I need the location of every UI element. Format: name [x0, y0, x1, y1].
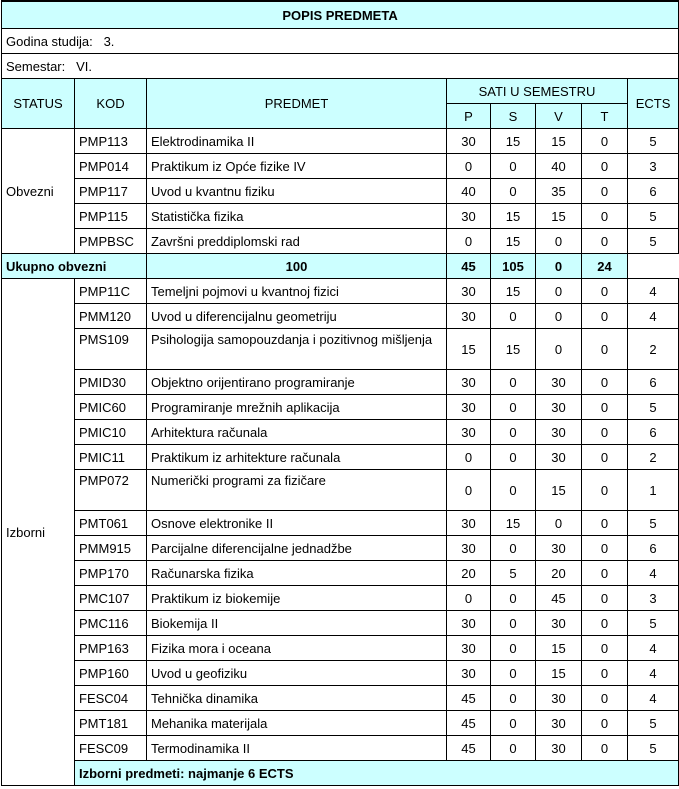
hours-v: 30 [536, 711, 582, 736]
hours-s: 15 [491, 229, 536, 254]
table-row [2, 711, 679, 736]
hours-v: 15 [536, 129, 582, 154]
hours-p: 0 [447, 229, 491, 254]
hours-ects: 5 [628, 129, 679, 154]
course-code: PMC107 [75, 586, 147, 611]
hours-p: 30 [447, 611, 491, 636]
table-row [2, 229, 679, 254]
header-status: STATUS [2, 79, 75, 129]
hours-v: 30 [536, 536, 582, 561]
hours-p: 30 [447, 129, 491, 154]
course-name: Parcijalne diferencijalne jednadžbe [147, 536, 447, 561]
hours-s: 0 [491, 736, 536, 761]
hours-t: 0 [582, 154, 628, 179]
year-value: 3. [103, 33, 115, 49]
course-name: Praktikum iz arhitekture računala [147, 445, 447, 470]
hours-ects: 4 [628, 279, 679, 304]
course-code: PMP072 [75, 470, 147, 511]
footer-note: Izborni predmeti: najmanje 6 ECTS [75, 761, 679, 786]
year-label: Godina studija: [6, 33, 93, 49]
hours-s: 0 [491, 154, 536, 179]
table-row [2, 304, 679, 329]
hours-ects: 5 [628, 711, 679, 736]
table-row [2, 445, 679, 470]
hours-p: 45 [447, 736, 491, 761]
course-name: Osnove elektronike II [147, 511, 447, 536]
hours-ects: 1 [628, 470, 679, 511]
sum-s: 45 [447, 254, 491, 279]
header-t: T [582, 104, 628, 129]
hours-t: 0 [582, 420, 628, 445]
hours-s: 0 [491, 445, 536, 470]
hours-v: 30 [536, 370, 582, 395]
hours-p: 30 [447, 636, 491, 661]
sum-label: Ukupno obvezni [2, 254, 147, 279]
hours-ects: 4 [628, 636, 679, 661]
hours-ects: 5 [628, 395, 679, 420]
course-code: PMP11C [75, 279, 147, 304]
hours-p: 15 [447, 329, 491, 370]
hours-v: 0 [536, 329, 582, 370]
course-name: Završni preddiplomski rad [147, 229, 447, 254]
hours-t: 0 [582, 279, 628, 304]
table-row [2, 561, 679, 586]
course-code: PMIC11 [75, 445, 147, 470]
course-name: Statistička fizika [147, 204, 447, 229]
course-name: Elektrodinamika II [147, 129, 447, 154]
hours-s: 15 [491, 511, 536, 536]
hours-s: 5 [491, 561, 536, 586]
course-code: PMPBSC [75, 229, 147, 254]
hours-ects: 2 [628, 445, 679, 470]
hours-v: 40 [536, 154, 582, 179]
semester-row [2, 54, 679, 79]
hours-v: 0 [536, 229, 582, 254]
hours-t: 0 [582, 711, 628, 736]
hours-p: 20 [447, 561, 491, 586]
hours-s: 15 [491, 204, 536, 229]
hours-t: 0 [582, 511, 628, 536]
hours-p: 30 [447, 661, 491, 686]
table-row [2, 129, 679, 154]
hours-s: 0 [491, 370, 536, 395]
hours-p: 0 [447, 154, 491, 179]
hours-v: 0 [536, 304, 582, 329]
semester-value: VI. [76, 58, 92, 74]
hours-s: 0 [491, 711, 536, 736]
table-row [2, 370, 679, 395]
table-row [2, 661, 679, 686]
hours-s: 0 [491, 686, 536, 711]
course-name: Praktikum iz biokemije [147, 586, 447, 611]
table-row [2, 686, 679, 711]
table-row [2, 586, 679, 611]
hours-t: 0 [582, 736, 628, 761]
hours-p: 30 [447, 395, 491, 420]
hours-v: 15 [536, 470, 582, 511]
hours-ects: 5 [628, 229, 679, 254]
header-predmet: PREDMET [147, 79, 447, 129]
course-name: Psihologija samopouzdanja i pozitivnog mišljenja [147, 329, 447, 370]
hours-ects: 3 [628, 586, 679, 611]
course-name: Računarska fizika [147, 561, 447, 586]
status-izborni: Izborni [2, 279, 75, 786]
hours-p: 0 [447, 470, 491, 511]
header-s: S [491, 104, 536, 129]
hours-s: 0 [491, 586, 536, 611]
course-name: Biokemija II [147, 611, 447, 636]
course-code: PMID30 [75, 370, 147, 395]
hours-ects: 4 [628, 304, 679, 329]
hours-s: 0 [491, 661, 536, 686]
hours-ects: 5 [628, 204, 679, 229]
hours-v: 0 [536, 511, 582, 536]
table-row [2, 736, 679, 761]
semester-label: Semestar: [6, 58, 66, 74]
hours-ects: 6 [628, 179, 679, 204]
table-row [2, 470, 679, 511]
hours-p: 30 [447, 304, 491, 329]
course-name: Temeljni pojmovi u kvantnoj fizici [147, 279, 447, 304]
table-row [2, 536, 679, 561]
sum-ects: 24 [582, 254, 628, 279]
hours-v: 45 [536, 586, 582, 611]
table-row [2, 179, 679, 204]
hours-s: 15 [491, 129, 536, 154]
hours-p: 0 [447, 586, 491, 611]
header-v: V [536, 104, 582, 129]
hours-v: 30 [536, 395, 582, 420]
hours-t: 0 [582, 304, 628, 329]
sum-v: 105 [491, 254, 536, 279]
year-row [2, 29, 679, 54]
table-row [2, 636, 679, 661]
hours-s: 0 [491, 636, 536, 661]
hours-ects: 4 [628, 561, 679, 586]
course-code: PMM915 [75, 536, 147, 561]
hours-ects: 6 [628, 420, 679, 445]
hours-s: 0 [491, 470, 536, 511]
course-name: Termodinamika II [147, 736, 447, 761]
sum-row [2, 254, 679, 279]
course-code: PMT061 [75, 511, 147, 536]
hours-ects: 6 [628, 370, 679, 395]
hours-v: 30 [536, 445, 582, 470]
hours-s: 0 [491, 395, 536, 420]
course-code: PMIC60 [75, 395, 147, 420]
course-name: Praktikum iz Opće fizike IV [147, 154, 447, 179]
course-code: PMP117 [75, 179, 147, 204]
hours-s: 0 [491, 611, 536, 636]
hours-v: 15 [536, 661, 582, 686]
course-code: PMIC10 [75, 420, 147, 445]
hours-v: 30 [536, 686, 582, 711]
course-code: PMP014 [75, 154, 147, 179]
course-code: PMP113 [75, 129, 147, 154]
course-name: Fizika mora i oceana [147, 636, 447, 661]
hours-ects: 6 [628, 536, 679, 561]
hours-p: 45 [447, 711, 491, 736]
hours-t: 0 [582, 229, 628, 254]
hours-ects: 5 [628, 611, 679, 636]
hours-v: 0 [536, 279, 582, 304]
course-code: FESC09 [75, 736, 147, 761]
hours-ects: 5 [628, 736, 679, 761]
hours-t: 0 [582, 661, 628, 686]
hours-v: 30 [536, 420, 582, 445]
course-name: Uvod u geofiziku [147, 661, 447, 686]
table-row [2, 420, 679, 445]
hours-v: 15 [536, 636, 582, 661]
hours-t: 0 [582, 179, 628, 204]
course-code: FESC04 [75, 686, 147, 711]
course-code: PMT181 [75, 711, 147, 736]
hours-p: 0 [447, 445, 491, 470]
hours-t: 0 [582, 370, 628, 395]
table-row [2, 329, 679, 370]
course-code: PMP115 [75, 204, 147, 229]
table-row [2, 279, 679, 304]
course-name: Uvod u kvantnu fiziku [147, 179, 447, 204]
hours-p: 30 [447, 420, 491, 445]
status-obvezni: Obvezni [2, 129, 75, 254]
header-sati: SATI U SEMESTRU [447, 79, 628, 104]
course-name: Arhitektura računala [147, 420, 447, 445]
course-code: PMC116 [75, 611, 147, 636]
hours-s: 0 [491, 304, 536, 329]
hours-t: 0 [582, 586, 628, 611]
hours-p: 30 [447, 279, 491, 304]
hours-t: 0 [582, 470, 628, 511]
hours-p: 40 [447, 179, 491, 204]
sum-t: 0 [536, 254, 582, 279]
header-kod: KOD [75, 79, 147, 129]
course-code: PMS109 [75, 329, 147, 370]
sum-p: 100 [147, 254, 447, 279]
table-title: POPIS PREDMETA [2, 1, 679, 29]
hours-ects: 4 [628, 686, 679, 711]
hours-p: 45 [447, 686, 491, 711]
course-code: PMP160 [75, 661, 147, 686]
course-code: PMM120 [75, 304, 147, 329]
hours-v: 30 [536, 736, 582, 761]
hours-s: 15 [491, 279, 536, 304]
hours-t: 0 [582, 395, 628, 420]
hours-t: 0 [582, 204, 628, 229]
hours-t: 0 [582, 611, 628, 636]
table-row [2, 611, 679, 636]
hours-s: 0 [491, 179, 536, 204]
hours-v: 30 [536, 611, 582, 636]
course-name: Mehanika materijala [147, 711, 447, 736]
course-name: Tehnička dinamika [147, 686, 447, 711]
hours-s: 0 [491, 536, 536, 561]
table-row [2, 511, 679, 536]
hours-v: 35 [536, 179, 582, 204]
footer-row [2, 761, 679, 786]
hours-p: 30 [447, 370, 491, 395]
table-row [2, 204, 679, 229]
course-name: Programiranje mrežnih aplikacija [147, 395, 447, 420]
hours-t: 0 [582, 636, 628, 661]
course-code: PMP163 [75, 636, 147, 661]
hours-t: 0 [582, 329, 628, 370]
hours-ects: 2 [628, 329, 679, 370]
table-row [2, 154, 679, 179]
hours-t: 0 [582, 686, 628, 711]
table-row [2, 395, 679, 420]
hours-t: 0 [582, 129, 628, 154]
hours-p: 30 [447, 536, 491, 561]
course-name: Uvod u diferencijalnu geometriju [147, 304, 447, 329]
hours-ects: 5 [628, 511, 679, 536]
hours-p: 30 [447, 511, 491, 536]
course-name: Objektno orijentirano programiranje [147, 370, 447, 395]
hours-t: 0 [582, 561, 628, 586]
header-ects: ECTS [628, 79, 679, 129]
course-name: Numerički programi za fizičare [147, 470, 447, 511]
hours-t: 0 [582, 536, 628, 561]
hours-ects: 3 [628, 154, 679, 179]
header-p: P [447, 104, 491, 129]
hours-ects: 4 [628, 661, 679, 686]
hours-v: 20 [536, 561, 582, 586]
hours-p: 30 [447, 204, 491, 229]
hours-s: 0 [491, 420, 536, 445]
hours-t: 0 [582, 445, 628, 470]
courses-table [1, 0, 679, 786]
hours-v: 15 [536, 204, 582, 229]
hours-s: 15 [491, 329, 536, 370]
course-code: PMP170 [75, 561, 147, 586]
